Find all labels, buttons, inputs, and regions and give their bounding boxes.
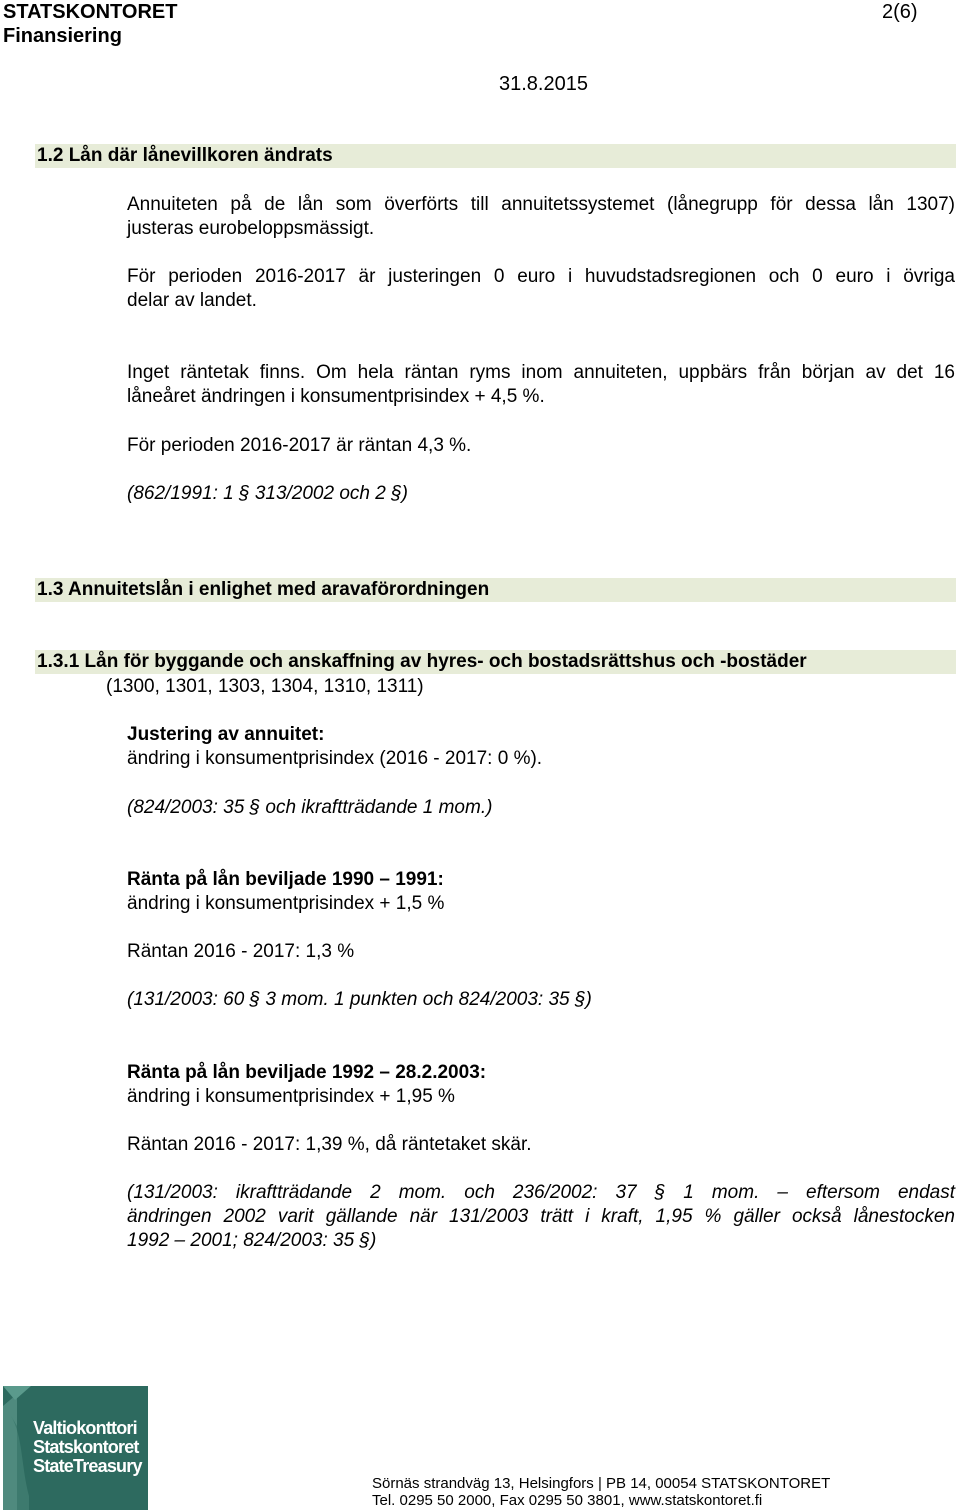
interest-rate: Räntan 2016 - 2017: 1,3 % xyxy=(127,941,355,962)
legal-reference-line: 1992 – 2001; 824/2003: 35 §) xyxy=(127,1230,377,1251)
footer-contact: Tel. 0295 50 2000, Fax 0295 50 3801, www.statskontoret.fi xyxy=(372,1492,763,1509)
statskontoret-logo xyxy=(3,1386,148,1510)
interest-title-1990: Ränta på lån beviljade 1990 – 1991: xyxy=(127,869,444,890)
legal-reference-line: ändringen 2002 varit gällande när 131/2003 trätt i kraft, 1,95 % gäller också lånestocken xyxy=(127,1206,955,1227)
section-heading-1-2: 1.2 Lån där lånevillkoren ändrats xyxy=(35,144,956,168)
document-date: 31.8.2015 xyxy=(499,73,588,95)
legal-reference: (862/1991: 1 § 313/2002 och 2 §) xyxy=(127,483,409,504)
loan-groups: (1300, 1301, 1303, 1304, 1310, 1311) xyxy=(106,676,424,697)
page-number: 2(6) xyxy=(882,1,918,23)
logo-text-en: StateTreasury xyxy=(33,1456,142,1476)
paragraph-line: Annuiteten på de lån som överförts till annuitetssystemet (lånegrupp för dessa lån 1307) xyxy=(127,194,955,215)
logo-text-fi: Valtiokonttori xyxy=(33,1418,137,1438)
footer-address: Sörnäs strandväg 13, Helsingfors | PB 14, 00054 STATSKONTORET xyxy=(372,1475,831,1492)
paragraph-line: låneåret ändringen i konsumentprisindex + 4,5 %. xyxy=(127,386,545,407)
paragraph-line: justeras eurobeloppsmässigt. xyxy=(127,218,375,239)
section-heading-1-3: 1.3 Annuitetslån i enlighet med aravaförordningen xyxy=(35,578,956,602)
logo-text-sv: Statskontoret xyxy=(33,1437,139,1457)
adjustment-title: Justering av annuitet: xyxy=(127,724,325,745)
legal-reference: (131/2003: 60 § 3 mom. 1 punkten och 824/2003: 35 §) xyxy=(127,989,592,1010)
org-name: STATSKONTORET xyxy=(3,1,178,23)
legal-reference-line: (131/2003: ikraftträdande 2 mom. och 236/2002: 37 § 1 mom. – eftersom endast xyxy=(127,1182,955,1203)
department: Finansiering xyxy=(3,25,122,47)
paragraph-line: Inget räntetak finns. Om hela räntan ryms inom annuiteten, uppbärs från början av det 16 xyxy=(127,362,955,383)
interest-text: ändring i konsumentprisindex + 1,95 % xyxy=(127,1086,455,1107)
interest-rate: Räntan 2016 - 2017: 1,39 %, då räntetaket skär. xyxy=(127,1134,532,1155)
interest-title-1992: Ränta på lån beviljade 1992 – 28.2.2003: xyxy=(127,1062,487,1083)
paragraph-line: delar av landet. xyxy=(127,290,257,311)
subsection-heading-1-3-1: 1.3.1 Lån för byggande och anskaffning av hyres- och bostadsrättshus och -bostäder xyxy=(35,650,956,674)
paragraph-line: För perioden 2016-2017 är justeringen 0 euro i huvudstadsregionen och 0 euro i övriga xyxy=(127,266,955,287)
interest-text: ändring i konsumentprisindex + 1,5 % xyxy=(127,893,445,914)
adjustment-text: ändring i konsumentprisindex (2016 - 2017: 0 %). xyxy=(127,748,543,769)
paragraph: För perioden 2016-2017 är räntan 4,3 %. xyxy=(127,435,472,456)
legal-reference: (824/2003: 35 § och ikraftträdande 1 mom.) xyxy=(127,797,493,818)
